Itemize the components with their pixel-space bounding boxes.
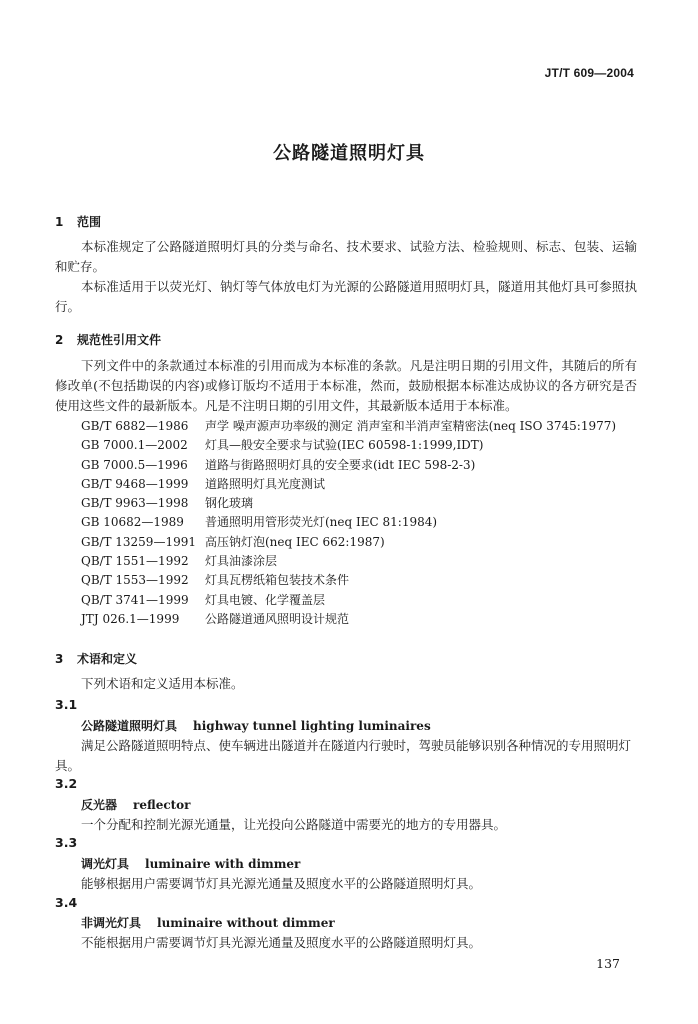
term-en: luminaire without dimmer bbox=[157, 916, 335, 930]
reference-name: 钢化玻璃 bbox=[205, 496, 254, 511]
reference-item bbox=[81, 436, 641, 455]
paragraph: 本标准适用于以荧光灯、钠灯等气体放电灯为光源的公路隧道用照明灯具，隧道用其他灯具可参照执行。 bbox=[55, 279, 637, 314]
reference-name: 灯具油漆涂层 bbox=[205, 554, 278, 569]
reference-name: 灯具—般安全要求与试验(IEC 60598-1:1999,IDT) bbox=[205, 438, 484, 453]
reference-code: GB 7000.5—1996 bbox=[81, 457, 188, 472]
section-title: 范围 bbox=[77, 215, 102, 229]
reference-code: GB 10682—1989 bbox=[81, 515, 184, 530]
paragraph: 下列术语和定义适用本标准。 bbox=[81, 676, 244, 691]
term-heading bbox=[81, 796, 191, 813]
term-zh: 反光器 bbox=[81, 798, 118, 812]
reference-code: GB/T 13259—1991 bbox=[81, 534, 196, 549]
term-en: luminaire with dimmer bbox=[145, 857, 301, 871]
reference-name: 道路与街路照明灯具的安全要求(idt IEC 598-2-3) bbox=[205, 457, 476, 472]
term-zh: 非调光灯具 bbox=[81, 916, 142, 930]
reference-code: GB/T 6882—1986 bbox=[81, 419, 189, 433]
reference-item bbox=[81, 513, 641, 532]
page-number: 137 bbox=[596, 956, 620, 971]
section-title: 术语和定义 bbox=[77, 652, 138, 666]
paragraph: 下列文件中的条款通过本标准的引用而成为本标准的条款。凡是注明日期的引用文件，其随后的所有修改单(不包括勘误的内容)或修订版均不适用于本标准，然而，鼓励根据本标准达成协议的各方研究是否使用这些文件的最新版本。凡是不注明日期的引用文件，其最新版本适用于本标准。 bbox=[55, 358, 637, 413]
reference-item bbox=[81, 456, 641, 475]
term-en: highway tunnel lighting luminaires bbox=[193, 719, 431, 733]
section-1-heading bbox=[55, 213, 101, 230]
term-definition: 不能根据用户需要调节灯具光源光通量及照度水平的公路隧道照明灯具。 bbox=[81, 935, 482, 950]
reference-code: GB/T 9468—1999 bbox=[81, 476, 189, 491]
reference-item bbox=[81, 475, 641, 494]
reference-item bbox=[81, 494, 641, 513]
reference-name: 高压钠灯泡(neq IEC 662:1987) bbox=[205, 534, 385, 549]
term-heading bbox=[81, 717, 431, 734]
term-zh: 调光灯具 bbox=[81, 857, 130, 871]
reference-code: QB/T 1551—1992 bbox=[81, 554, 189, 569]
standard-number: JT/T 609—2004 bbox=[544, 66, 634, 80]
reference-name: 声学 噪声源声功率级的测定 消声室和半消声室精密法(neq ISO 3745:1977) bbox=[205, 419, 617, 433]
term-zh: 公路隧道照明灯具 bbox=[81, 719, 178, 733]
reference-item bbox=[81, 591, 641, 610]
term-heading bbox=[81, 914, 335, 931]
term-en: reflector bbox=[133, 798, 191, 812]
term-heading bbox=[81, 855, 300, 872]
clause-number: 3.3 bbox=[55, 835, 78, 850]
reference-code: GB 7000.1—2002 bbox=[81, 438, 188, 453]
section-title: 规范性引用文件 bbox=[77, 333, 162, 347]
reference-name: 公路隧道通风照明设计规范 bbox=[205, 611, 350, 626]
reference-item bbox=[81, 610, 641, 629]
reference-item bbox=[81, 552, 641, 571]
section-number: 2 bbox=[55, 333, 64, 347]
reference-code: GB/T 9963—1998 bbox=[81, 496, 189, 511]
section-3-heading bbox=[55, 650, 137, 667]
reference-name: 道路照明灯具光度测试 bbox=[205, 476, 326, 491]
reference-item bbox=[81, 571, 641, 590]
clause-number: 3.2 bbox=[55, 776, 78, 791]
term-definition: 能够根据用户需要调节灯具光源光通量及照度水平的公路隧道照明灯具。 bbox=[81, 876, 482, 891]
term-definition: 满足公路隧道照明特点、使车辆进出隧道并在隧道内行驶时，驾驶员能够识别各种情况的专用照明灯具。 bbox=[55, 738, 632, 773]
clause-number: 3.1 bbox=[55, 697, 78, 712]
section-number: 1 bbox=[55, 215, 64, 229]
reference-name: 灯具瓦楞纸箱包装技术条件 bbox=[205, 573, 350, 588]
reference-item bbox=[81, 417, 641, 436]
paragraph: 本标准规定了公路隧道照明灯具的分类与命名、技术要求、试验方法、检验规则、标志、包装、运输和贮存。 bbox=[55, 239, 637, 274]
reference-name: 普通照明用管形荧光灯(neq IEC 81:1984) bbox=[205, 515, 438, 530]
reference-code: QB/T 3741—1999 bbox=[81, 592, 189, 607]
section-number: 3 bbox=[55, 652, 64, 666]
reference-item bbox=[81, 533, 641, 552]
term-definition: 一个分配和控制光源光通量，让光投向公路隧道中需要光的地方的专用器具。 bbox=[81, 817, 507, 832]
reference-code: QB/T 1553—1992 bbox=[81, 573, 189, 588]
section-2-heading bbox=[55, 331, 161, 348]
clause-number: 3.4 bbox=[55, 895, 78, 910]
reference-name: 灯具电镀、化学覆盖层 bbox=[205, 592, 326, 607]
reference-list bbox=[81, 417, 641, 629]
document-title: 公路隧道照明灯具 bbox=[273, 143, 425, 164]
reference-code: JTJ 026.1—1999 bbox=[81, 611, 180, 626]
